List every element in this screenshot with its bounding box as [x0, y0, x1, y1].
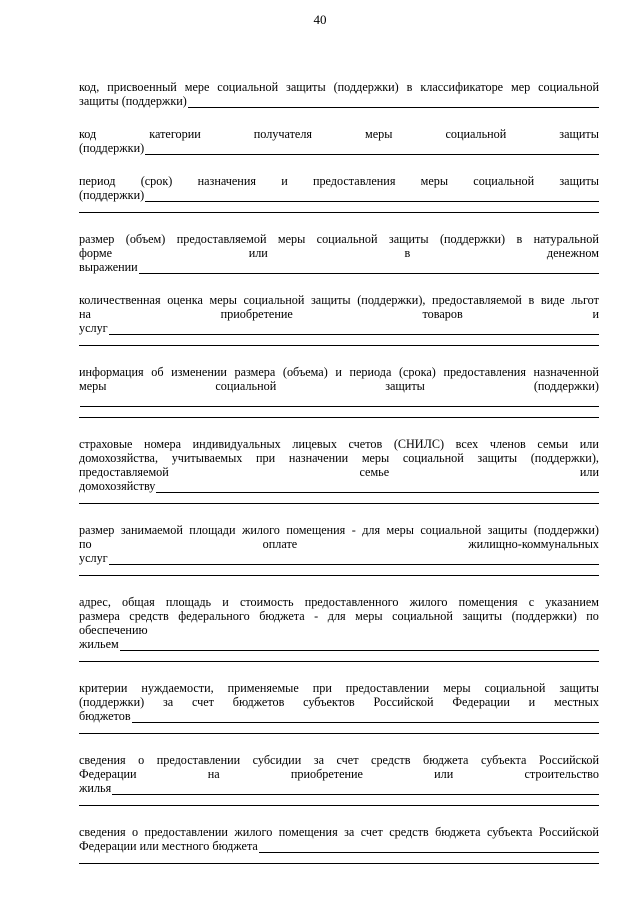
caption-word: назначенной — [533, 365, 599, 379]
field-caption-line: обеспечению — [79, 623, 148, 637]
field-input-row — [79, 393, 599, 407]
fill-in-line[interactable] — [132, 711, 599, 723]
caption-word: применяемые — [227, 681, 299, 695]
caption-word: (поддержки) — [533, 523, 599, 537]
caption-word: (поддержки) — [533, 379, 599, 393]
caption-word: счет — [336, 753, 359, 767]
caption-word: общая — [122, 595, 155, 609]
field-caption-line — [79, 379, 599, 393]
field-input-row — [79, 637, 599, 651]
section-gap — [79, 576, 599, 595]
caption-word: социальной — [420, 523, 482, 537]
caption-word: (срок) — [140, 174, 173, 188]
caption-word: жилищно-коммунальных — [468, 537, 599, 551]
field-caption-line — [79, 437, 599, 451]
caption-word: социальной — [316, 232, 378, 246]
extra-fill-in-line[interactable] — [79, 863, 599, 864]
caption-word: субсидии — [252, 753, 302, 767]
caption-word: защиты — [559, 174, 599, 188]
field-caption-line — [79, 465, 599, 479]
field-caption-line — [79, 232, 599, 246]
field-label: услуг — [79, 321, 108, 335]
caption-word: о — [132, 825, 139, 839]
caption-word: периода — [349, 365, 392, 379]
caption-word: или — [434, 767, 454, 781]
caption-word: за — [313, 753, 324, 767]
caption-word: нуждаемости, — [141, 681, 214, 695]
caption-word: приобретение — [220, 307, 293, 321]
caption-word: сведения — [79, 753, 126, 767]
caption-word: (СНИЛС) — [393, 437, 445, 451]
caption-word: (объем) — [125, 232, 166, 246]
caption-word: мер — [511, 80, 531, 94]
caption-word: размера — [79, 609, 120, 623]
field-label: услуг — [79, 551, 108, 565]
section-gap — [79, 155, 599, 174]
caption-word: указанием — [545, 595, 599, 609]
caption-word: сведения — [79, 825, 126, 839]
field-label: выражении — [79, 260, 138, 274]
field-label: Федерации или местного бюджета — [79, 839, 258, 853]
caption-word: критерии — [79, 681, 128, 695]
caption-word: социальной — [484, 681, 546, 695]
caption-word: - — [351, 523, 356, 537]
caption-word: для — [327, 609, 346, 623]
caption-word: лицевых — [292, 437, 337, 451]
caption-word: меры — [209, 293, 237, 307]
caption-word: об — [151, 365, 164, 379]
caption-word: семье — [359, 465, 390, 479]
field-label: жильем — [79, 637, 119, 651]
caption-word: приобретение — [290, 767, 363, 781]
fill-in-line[interactable] — [188, 96, 599, 108]
caption-word: учитываемых — [171, 451, 243, 465]
caption-word: - — [314, 609, 319, 623]
caption-word: количественная — [79, 293, 161, 307]
field-caption-line — [79, 365, 599, 379]
fill-in-line[interactable] — [145, 190, 599, 202]
field-input-row — [79, 709, 599, 723]
caption-word: натуральной — [533, 232, 599, 246]
caption-word: местных — [553, 695, 599, 709]
caption-word: Российской — [538, 825, 599, 839]
caption-word: и — [528, 695, 536, 709]
caption-word: по — [79, 537, 92, 551]
caption-word: в — [528, 293, 535, 307]
caption-word: в — [516, 232, 523, 246]
caption-word: размер — [79, 232, 115, 246]
caption-word: Федерации — [452, 695, 510, 709]
caption-word: счет — [360, 825, 383, 839]
caption-word: федерального — [178, 609, 250, 623]
caption-word: бюджета — [435, 825, 481, 839]
section-gap — [79, 274, 599, 293]
caption-word: льгот — [571, 293, 599, 307]
fill-in-line[interactable] — [156, 481, 599, 493]
caption-word: предоставлении — [345, 681, 430, 695]
caption-word: счет — [191, 695, 214, 709]
field-caption-line — [79, 537, 599, 551]
caption-word: за — [162, 695, 174, 709]
caption-word: средств — [389, 825, 429, 839]
caption-word: помещения — [278, 825, 338, 839]
caption-word: строительство — [524, 767, 599, 781]
caption-word: защиты — [487, 523, 528, 537]
caption-word: социальной — [538, 80, 599, 94]
caption-word: присвоенный — [107, 80, 177, 94]
field-caption-line — [79, 825, 599, 839]
caption-word: (объема) — [282, 365, 328, 379]
caption-word: членов — [489, 437, 526, 451]
caption-word: стоимость — [239, 595, 294, 609]
caption-word: виде — [540, 293, 565, 307]
caption-word: жилого — [409, 595, 448, 609]
caption-word: субъектов — [303, 695, 355, 709]
caption-word: с — [528, 595, 535, 609]
field-caption-line — [79, 523, 599, 537]
fill-in-line[interactable] — [109, 323, 599, 335]
caption-word: в — [406, 80, 413, 94]
form-field-10 — [79, 681, 599, 734]
caption-word: для — [362, 523, 381, 537]
caption-word: и — [592, 307, 599, 321]
caption-word: предоставляемой — [79, 465, 169, 479]
caption-word: (поддержки) — [511, 609, 577, 623]
caption-word: оплате — [262, 537, 298, 551]
caption-word: (поддержки) — [79, 695, 145, 709]
caption-word: социальной — [402, 451, 464, 465]
form-field-11 — [79, 753, 599, 806]
field-label: защиты (поддержки) — [79, 94, 187, 108]
field-caption-line — [79, 293, 599, 307]
caption-word: номера — [144, 437, 182, 451]
field-input-row — [79, 141, 599, 155]
caption-word: классификаторе — [420, 80, 504, 94]
field-label: бюджетов — [79, 709, 131, 723]
caption-word: предоставлении — [144, 825, 228, 839]
form-field-8 — [79, 523, 599, 576]
caption-word: и — [222, 595, 229, 609]
caption-word: бюджета — [423, 753, 469, 767]
caption-word: категории — [149, 127, 201, 141]
caption-word: средств — [371, 753, 411, 767]
field-label: (поддержки) — [79, 141, 145, 155]
caption-word: код, — [79, 80, 100, 94]
field-caption-line — [79, 753, 599, 767]
caption-word: мере — [184, 80, 210, 94]
form-field-3 — [79, 174, 599, 213]
caption-word: или — [579, 437, 599, 451]
caption-word: защиты — [385, 379, 425, 393]
field-input-row — [79, 551, 599, 565]
caption-word: (поддержки) — [333, 80, 399, 94]
caption-word: меры — [420, 174, 449, 188]
form-field-7 — [79, 437, 599, 504]
caption-word: размер — [79, 523, 115, 537]
caption-word: меры — [365, 127, 393, 141]
caption-word: помещения — [458, 595, 518, 609]
field-caption-line — [79, 307, 599, 321]
section-gap — [79, 346, 599, 365]
caption-word: защиты — [559, 681, 599, 695]
caption-word: (поддержки) — [439, 232, 506, 246]
fill-in-line[interactable] — [112, 783, 599, 795]
fill-in-line[interactable] — [80, 395, 599, 407]
caption-word: социальной — [217, 80, 279, 94]
field-caption-line — [79, 80, 599, 94]
caption-word: предоставления — [443, 365, 526, 379]
caption-word: размера — [234, 365, 276, 379]
caption-word: защиты — [477, 451, 518, 465]
fill-in-line[interactable] — [259, 841, 599, 853]
caption-word: о — [138, 753, 145, 767]
caption-word: (срока) — [398, 365, 436, 379]
fill-in-line[interactable] — [109, 553, 599, 565]
form-field-1 — [79, 80, 599, 108]
caption-word: период — [79, 174, 116, 188]
field-caption-line — [79, 595, 599, 609]
section-gap — [79, 213, 599, 232]
caption-word: субъекта — [480, 753, 527, 767]
caption-word: субъекта — [486, 825, 533, 839]
caption-word: социальной — [392, 609, 453, 623]
caption-word: или — [248, 246, 268, 260]
caption-word: жилого — [234, 825, 273, 839]
form-field-12 — [79, 825, 599, 864]
field-caption-line — [79, 609, 599, 623]
caption-word: предоставляемой — [176, 232, 267, 246]
caption-word: на — [207, 767, 220, 781]
caption-word: меры — [386, 523, 414, 537]
caption-word: предоставленного — [304, 595, 399, 609]
caption-word: страховые — [79, 437, 133, 451]
caption-word: семьи — [537, 437, 569, 451]
caption-word: Российской — [373, 695, 434, 709]
field-input-row — [79, 188, 599, 202]
form-field-2 — [79, 127, 599, 155]
caption-word: назначении — [288, 451, 349, 465]
caption-word: при — [256, 451, 276, 465]
form-body — [79, 80, 599, 864]
field-input-row — [79, 321, 599, 335]
caption-word: Российской — [538, 753, 599, 767]
caption-word: бюджета — [259, 609, 305, 623]
caption-word: за — [344, 825, 355, 839]
caption-word: социальной — [473, 174, 535, 188]
field-caption-line — [79, 174, 599, 188]
caption-word: социальной — [243, 293, 305, 307]
field-caption-line — [79, 681, 599, 695]
caption-word: площади — [189, 523, 236, 537]
caption-word: счетов — [348, 437, 383, 451]
caption-word: жилого — [241, 523, 280, 537]
caption-word: Федерации — [79, 767, 137, 781]
caption-word: бюджетов — [232, 695, 285, 709]
caption-word: защиты — [559, 127, 599, 141]
caption-word: социальной — [215, 379, 277, 393]
caption-word: предоставляемой — [432, 293, 522, 307]
section-gap — [79, 504, 599, 523]
caption-word: предоставления — [312, 174, 396, 188]
caption-word: защиты — [286, 80, 326, 94]
page-number: 40 — [313, 12, 327, 27]
form-field-9 — [79, 595, 599, 662]
caption-word: на — [79, 307, 91, 321]
section-gap — [79, 734, 599, 753]
caption-word: (поддержки), — [530, 451, 599, 465]
caption-word: защиты — [310, 293, 351, 307]
caption-word: или — [579, 465, 599, 479]
caption-word: защиты — [388, 232, 429, 246]
caption-word: при — [312, 681, 332, 695]
caption-word: меры — [443, 681, 471, 695]
caption-word: информация — [79, 365, 144, 379]
field-label: (поддержки) — [79, 188, 145, 202]
form-field-5 — [79, 293, 599, 346]
caption-word: и — [281, 174, 288, 188]
field-input-row — [79, 781, 599, 795]
caption-word: занимаемой — [120, 523, 183, 537]
caption-word: получателя — [253, 127, 313, 141]
caption-word: назначения — [197, 174, 256, 188]
form-field-4 — [79, 232, 599, 274]
field-input-row — [79, 479, 599, 493]
caption-word: оценка — [167, 293, 203, 307]
caption-word: по — [586, 609, 599, 623]
caption-word: предоставлении — [156, 753, 241, 767]
caption-word: в — [404, 246, 411, 260]
field-input-row — [79, 260, 599, 274]
caption-word: форме — [79, 246, 113, 260]
field-input-row — [79, 94, 599, 108]
fill-in-line[interactable] — [145, 143, 599, 155]
caption-word: и — [335, 365, 342, 379]
caption-word: помещения — [286, 523, 346, 537]
caption-word: социальной — [445, 127, 507, 141]
caption-word: (поддержки), — [357, 293, 426, 307]
caption-word: товаров — [422, 307, 463, 321]
field-caption-line — [79, 695, 599, 709]
form-field-6 — [79, 365, 599, 418]
field-caption-line — [79, 127, 599, 141]
caption-word: меры — [79, 379, 107, 393]
caption-word: меры — [277, 232, 306, 246]
field-label: жилья — [79, 781, 112, 795]
caption-word: индивидуальных — [192, 437, 281, 451]
caption-word: код — [79, 127, 97, 141]
field-label: домохозяйству — [79, 479, 156, 493]
field-caption-line — [79, 451, 599, 465]
caption-word: изменении — [171, 365, 227, 379]
caption-word: меры — [361, 451, 390, 465]
field-caption-line — [79, 246, 599, 260]
caption-word: меры — [355, 609, 383, 623]
field-caption-line — [79, 767, 599, 781]
section-gap — [79, 108, 599, 127]
caption-word: домохозяйства, — [79, 451, 159, 465]
section-gap — [79, 806, 599, 825]
caption-word: адрес, — [79, 595, 111, 609]
fill-in-line[interactable] — [139, 262, 599, 274]
caption-word: защиты — [462, 609, 503, 623]
section-gap — [79, 662, 599, 681]
caption-word: средств — [129, 609, 169, 623]
caption-word: денежном — [546, 246, 599, 260]
field-input-row — [79, 839, 599, 853]
caption-word: площадь — [165, 595, 212, 609]
section-gap — [79, 418, 599, 437]
caption-word: всех — [455, 437, 479, 451]
fill-in-line[interactable] — [120, 639, 599, 651]
